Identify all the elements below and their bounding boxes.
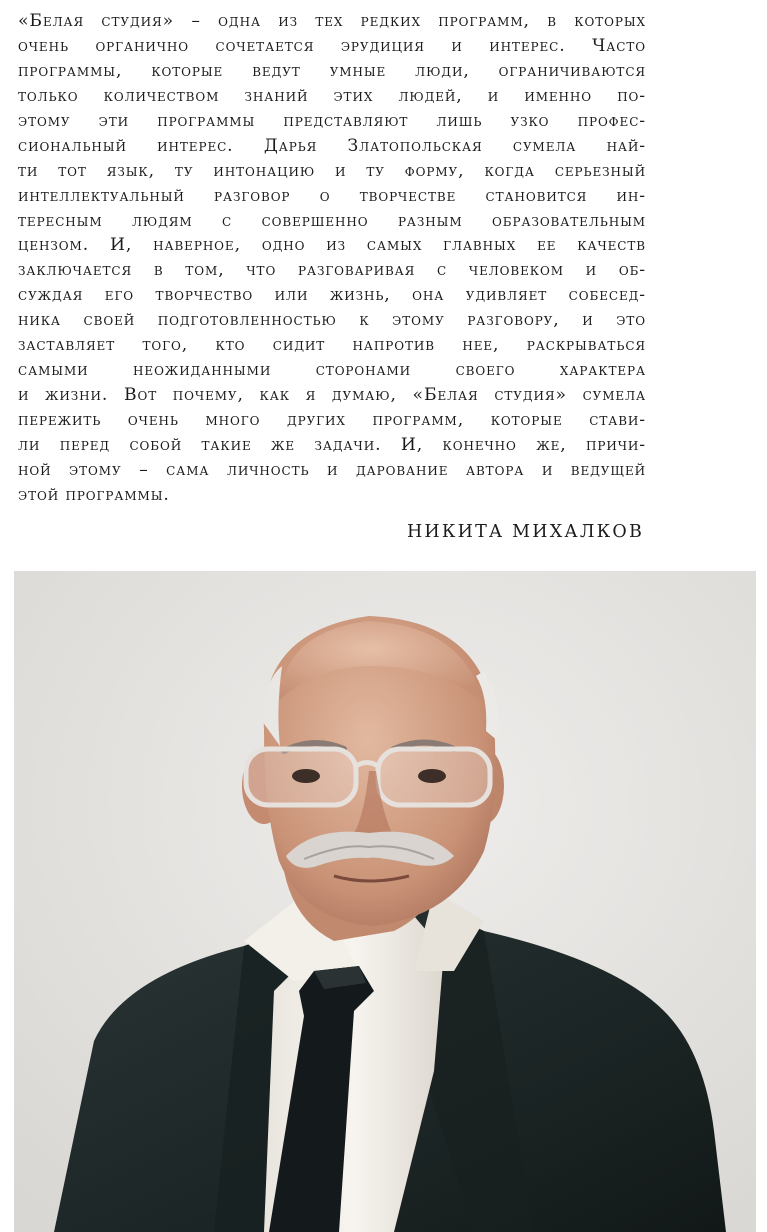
quote-line: сиональный интерес. Дарья Златопольская сумела най- — [18, 135, 646, 156]
quote-line: программы, которые ведут умные люди, ограничиваются — [18, 60, 646, 81]
quote-line: ной этому – сама личность и дарование автора и ведущей — [18, 459, 646, 480]
quote-line: ли перед собой такие же задачи. И, конечно же, причи- — [18, 434, 646, 455]
quote-line: тересным людям с совершенно разным образовательным — [18, 210, 646, 231]
author-signature: НИКИТА МИХАЛКОВ — [406, 522, 644, 542]
quote-line: заставляет того, кто сидит напротив нее, раскрываться — [18, 335, 646, 356]
quote-line: интеллектуальный разговор о творчестве становится ин- — [18, 185, 646, 206]
quote-line: пережить очень много других программ, которые стави- — [18, 410, 646, 430]
quote-line: заключается в том, что разговаривая с человеком и об- — [18, 260, 646, 281]
quote-line: «Белая студия» – одна из тех редких программ, в которых — [18, 11, 646, 31]
quote-line: очень органично сочетается эрудиция и интерес. Часто — [18, 35, 646, 56]
quote-line: только количеством знаний этих людей, и именно по- — [18, 85, 646, 106]
quote-text — [18, 9, 646, 508]
portrait-photo — [14, 571, 756, 1232]
quote-line: самыми неожиданными сторонами своего характера — [18, 360, 646, 381]
quote-line: этому эти программы представляют лишь узко профес- — [18, 110, 646, 131]
quote-line: ти тот язык, ту интонацию и ту форму, когда серьезный — [18, 160, 646, 181]
quote-line: этой программы. — [18, 484, 170, 505]
quote-line: цензом. И, наверное, одно из самых главных ее качеств — [18, 235, 646, 256]
quote-line: и жизни. Вот почему, как я думаю, «Белая студия» сумела — [18, 385, 646, 406]
portrait-illustration — [14, 571, 756, 1232]
quote-line: суждая его творчество или жизнь, она удивляет собесед- — [18, 285, 646, 306]
quote-line: ника своей подготовленностью к этому разговору, и это — [18, 310, 646, 331]
